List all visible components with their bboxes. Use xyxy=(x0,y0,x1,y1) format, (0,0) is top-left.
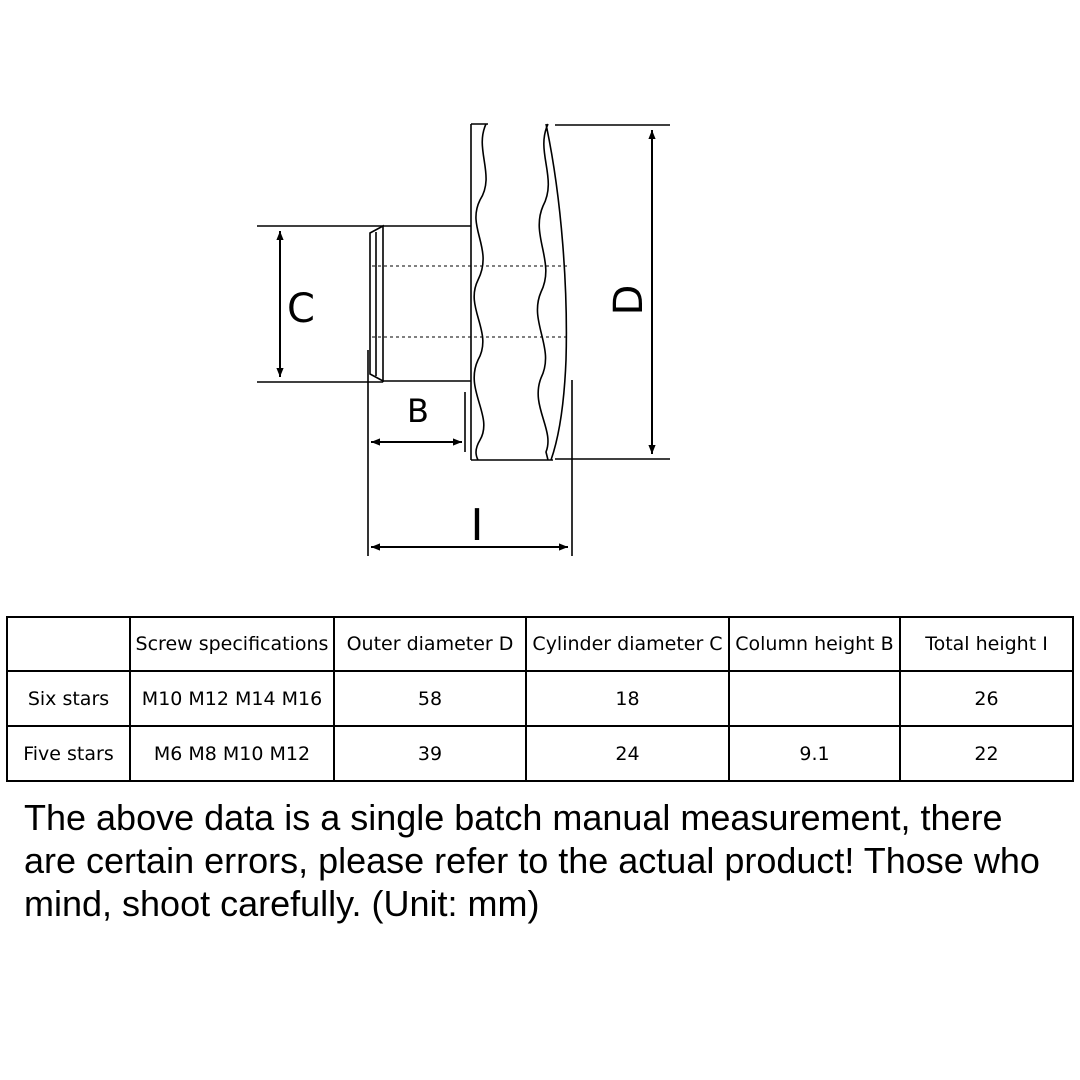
cell-total-height: 26 xyxy=(900,671,1073,726)
header-outer-diameter: Outer diameter D xyxy=(334,617,526,671)
cell-cylinder-diameter: 18 xyxy=(526,671,729,726)
cell-cylinder-diameter: 24 xyxy=(526,726,729,781)
row-label: Six stars xyxy=(7,671,130,726)
header-cylinder-diameter: Cylinder diameter C xyxy=(526,617,729,671)
header-column-height: Column height B xyxy=(729,617,900,671)
header-screw-spec: Screw specifications xyxy=(130,617,334,671)
header-cell xyxy=(7,617,130,671)
header-total-height: Total height I xyxy=(900,617,1073,671)
dimension-c-label: C xyxy=(287,286,315,332)
cell-total-height: 22 xyxy=(900,726,1073,781)
cell-screw-spec: M6 M8 M10 M12 xyxy=(130,726,334,781)
cell-outer-diameter: 58 xyxy=(334,671,526,726)
table-header-row xyxy=(7,617,1073,671)
extension-lines xyxy=(257,125,670,556)
cell-screw-spec: M10 M12 M14 M16 xyxy=(130,671,334,726)
row-label: Five stars xyxy=(7,726,130,781)
cell-outer-diameter: 39 xyxy=(334,726,526,781)
knob-head-outline xyxy=(471,124,566,460)
dimension-d-label: D xyxy=(606,284,652,316)
table-row xyxy=(7,726,1073,781)
knob-cylinder-outline xyxy=(370,226,471,381)
cell-column-height xyxy=(729,671,900,726)
dimension-i-label: I xyxy=(470,500,484,551)
spec-table xyxy=(6,616,1074,782)
cell-column-height: 9.1 xyxy=(729,726,900,781)
measurement-note: The above data is a single batch manual measurement, there are certain errors, please refer to the actual product! Those who mind, shoot carefully. (Unit: mm) xyxy=(24,797,1040,924)
dimension-b-label: B xyxy=(407,392,429,430)
table-row xyxy=(7,671,1073,726)
